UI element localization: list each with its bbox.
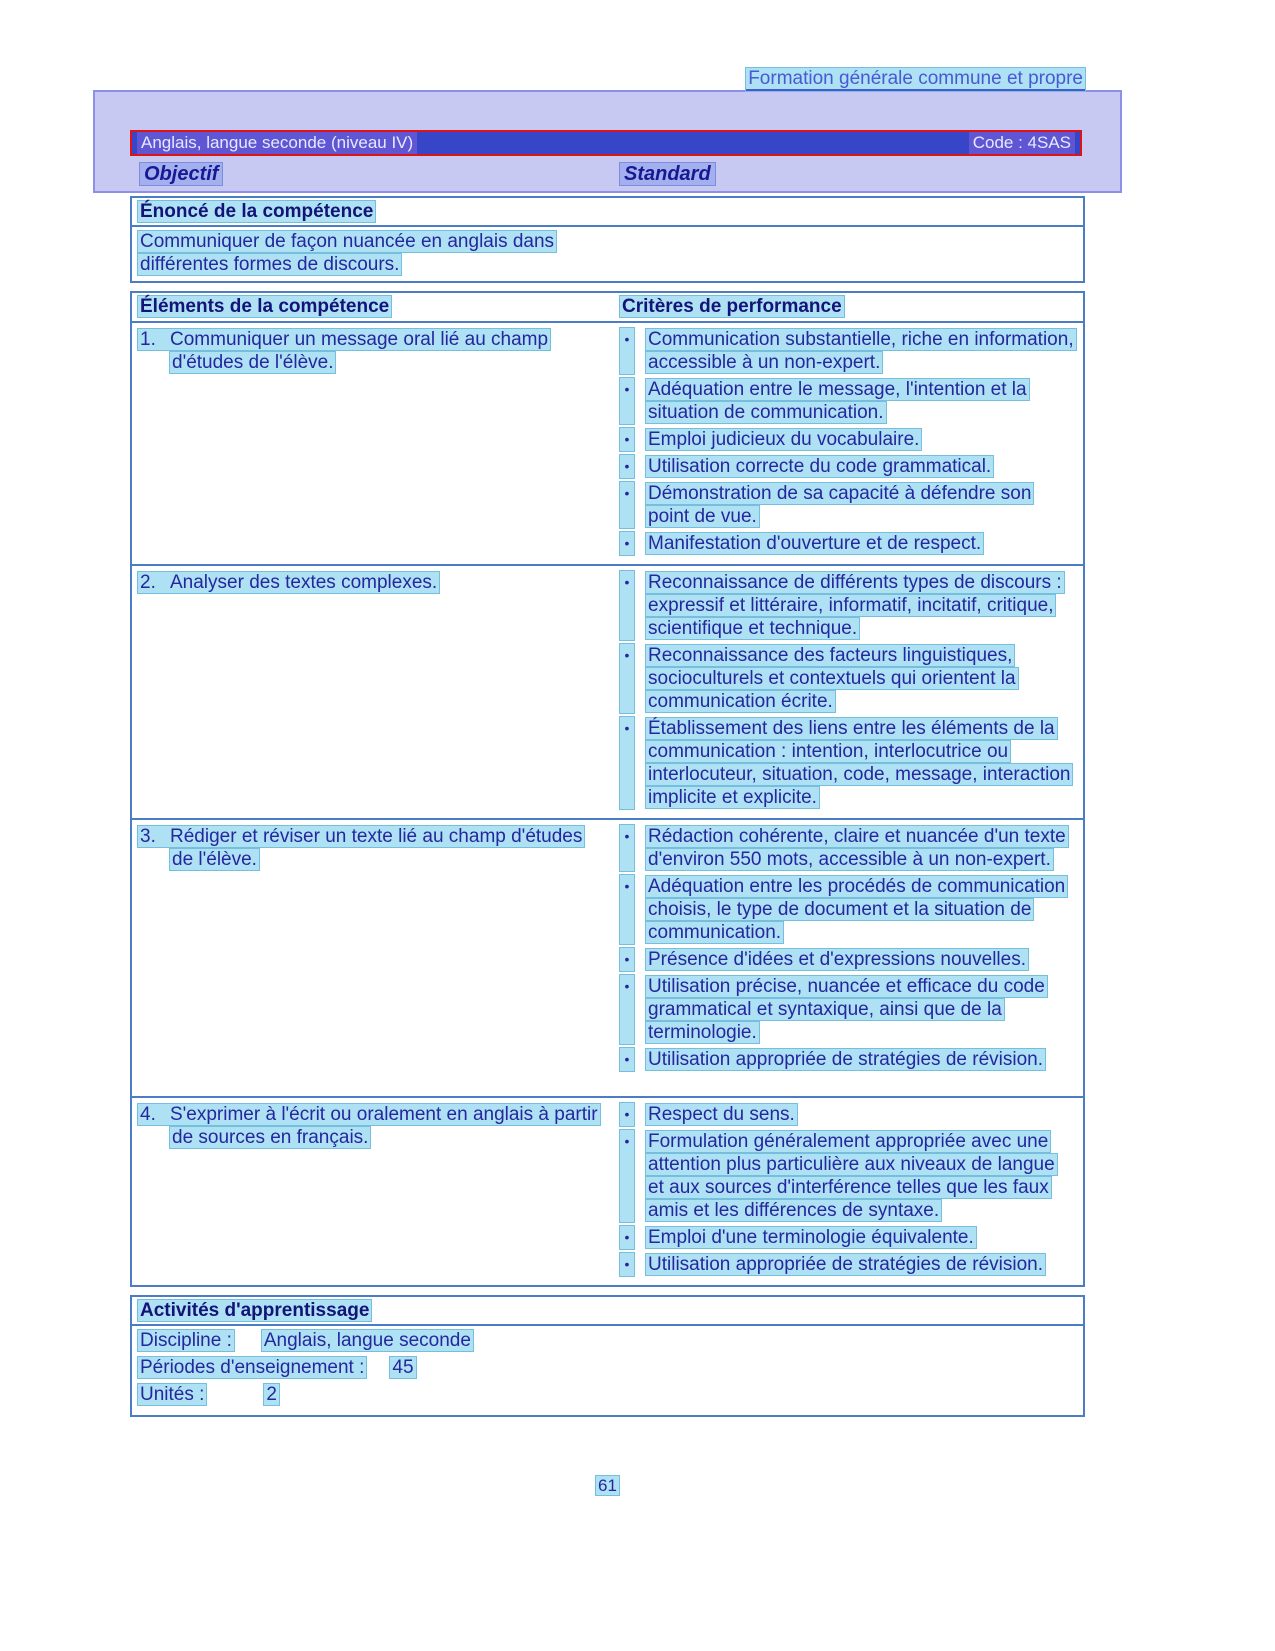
enonce-box <box>130 196 1085 283</box>
bullet-icon: • <box>620 571 634 640</box>
criterion-text: Utilisation correcte du code grammatical. <box>648 456 992 477</box>
bullet-icon: • <box>620 875 634 944</box>
bullet-icon: • <box>620 428 634 451</box>
criterion <box>620 428 1075 451</box>
bullet-icon: • <box>620 1226 634 1249</box>
bullet-icon: • <box>620 328 634 374</box>
course-banner <box>93 90 1122 193</box>
criterion <box>620 482 1075 528</box>
bullet-icon: • <box>620 644 634 713</box>
criterion <box>620 948 1075 971</box>
criteres-header: Critères de performance <box>622 296 842 317</box>
criterion-text: Reconnaissance des facteurs linguistiques, socioculturels et contextuels qui orientent la communication écrite. <box>648 645 1016 712</box>
criterion <box>620 1226 1075 1249</box>
element-cell-1 <box>132 323 614 564</box>
periodes-label: Périodes d'enseignement : <box>140 1357 365 1378</box>
enonce-body <box>132 227 1083 281</box>
bullet-icon: • <box>620 482 634 528</box>
elements-header: Éléments de la compétence <box>140 296 390 317</box>
bullet-icon: • <box>620 378 634 424</box>
criterion <box>620 1130 1075 1222</box>
criteria-cell-4 <box>614 1098 1083 1285</box>
table-row-4 <box>132 1098 1083 1285</box>
criterion-text: Reconnaissance de différents types de discours : expressif et littéraire, informatif, incitatif, critique, scientifique et technique. <box>648 572 1062 639</box>
bullet-icon: • <box>620 1048 634 1071</box>
course-code: Code : 4SAS <box>969 132 1075 154</box>
criterion <box>620 1048 1075 1071</box>
activites-body <box>132 1326 1083 1415</box>
competence-table <box>130 291 1085 1287</box>
element-cell-3 <box>132 820 614 1096</box>
criterion-text: Emploi d'une terminologie équivalente. <box>648 1227 974 1248</box>
criterion <box>620 455 1075 478</box>
page-number: 61 <box>598 1476 617 1495</box>
bullet-icon: • <box>620 532 634 555</box>
element-number: 4. <box>140 1104 156 1125</box>
element-item-3 <box>138 825 604 871</box>
criterion-text: Utilisation précise, nuancée et efficace du code grammatical et syntaxique, ainsi que de la terminologie. <box>648 976 1045 1043</box>
content-column <box>130 196 1085 1425</box>
element-number: 3. <box>140 826 156 847</box>
unites-label: Unités : <box>140 1384 205 1405</box>
criterion-text: Formulation généralement appropriée avec une attention plus particulière aux niveaux de langue et aux sources d'interférence telles que les faux amis et les différences de syntaxe. <box>648 1131 1055 1221</box>
bullet-icon: • <box>620 455 634 478</box>
criterion-text: Adéquation entre les procédés de communication choisis, le type de document et la situation de communication. <box>648 876 1066 943</box>
enonce-text: Communiquer de façon nuancée en anglais dans différentes formes de discours. <box>140 231 555 275</box>
element-text: Communiquer un message oral lié au champ d'études de l'élève. <box>170 329 549 373</box>
criterion <box>620 1253 1075 1276</box>
periodes-value: 45 <box>392 1357 414 1378</box>
criterion <box>620 875 1075 944</box>
bullet-icon: • <box>620 717 634 809</box>
criterion <box>620 717 1075 809</box>
standard-label: Standard <box>620 163 715 186</box>
criterion-text: Présence d'idées et d'expressions nouvelles. <box>648 949 1026 970</box>
criteria-cell-3 <box>614 820 1083 1096</box>
criterion <box>620 975 1075 1044</box>
criterion-text: Communication substantielle, riche en information, accessible à un non-expert. <box>648 329 1074 373</box>
table-row-3 <box>132 820 1083 1098</box>
criterion-text: Rédaction cohérente, claire et nuancée d'un texte d'environ 550 mots, accessible à un non-expert. <box>648 826 1066 870</box>
criterion-text: Emploi judicieux du vocabulaire. <box>648 429 920 450</box>
criterion <box>620 571 1075 640</box>
discipline-line <box>138 1329 1077 1352</box>
criterion <box>620 644 1075 713</box>
criterion-text: Utilisation appropriée de stratégies de révision. <box>648 1049 1043 1070</box>
discipline-value: Anglais, langue seconde <box>263 1330 471 1351</box>
periodes-line <box>138 1356 1077 1379</box>
bullet-icon: • <box>620 1103 634 1126</box>
element-item-1 <box>138 328 604 374</box>
bullet-icon: • <box>620 1253 634 1276</box>
table-header-row <box>132 293 1083 323</box>
element-text: Rédiger et réviser un texte lié au champ d'études de l'élève. <box>170 826 583 870</box>
enonce-heading: Énoncé de la compétence <box>132 198 1083 227</box>
page-header-text: Formation générale commune et propre <box>748 68 1083 89</box>
element-number: 1. <box>140 329 156 350</box>
element-item-4 <box>138 1103 604 1149</box>
element-item-2 <box>138 571 604 594</box>
criteria-cell-1 <box>614 323 1083 564</box>
table-row-2 <box>132 566 1083 820</box>
criterion <box>620 825 1075 871</box>
criterion-text: Établissement des liens entre les éléments de la communication : intention, interlocutrice ou interlocuteur, situation, code, message, interaction implicite et explicite. <box>648 718 1071 808</box>
criterion-text: Utilisation appropriée de stratégies de révision. <box>648 1254 1043 1275</box>
criterion-text: Démonstration de sa capacité à défendre son point de vue. <box>648 483 1032 527</box>
bullet-icon: • <box>620 948 634 971</box>
page-header <box>746 68 1085 90</box>
element-cell-2 <box>132 566 614 818</box>
criterion <box>620 532 1075 555</box>
element-cell-4 <box>132 1098 614 1285</box>
course-title-bar <box>130 130 1082 156</box>
criteria-cell-2 <box>614 566 1083 818</box>
activites-box <box>130 1295 1085 1417</box>
criterion <box>620 378 1075 424</box>
element-text: Analyser des textes complexes. <box>170 572 438 593</box>
bullet-icon: • <box>620 825 634 871</box>
element-text: S'exprimer à l'écrit ou oralement en anglais à partir de sources en français. <box>170 1104 598 1148</box>
criterion <box>620 1103 1075 1126</box>
unites-value: 2 <box>266 1384 277 1405</box>
element-number: 2. <box>140 572 156 593</box>
discipline-label: Discipline : <box>140 1330 232 1351</box>
table-row-1 <box>132 323 1083 566</box>
criterion-text: Respect du sens. <box>648 1104 795 1125</box>
bullet-icon: • <box>620 1130 634 1222</box>
course-title: Anglais, langue seconde (niveau IV) <box>137 132 417 154</box>
activites-heading: Activités d'apprentissage <box>132 1297 1083 1326</box>
unites-line <box>138 1383 1077 1406</box>
objectif-label: Objectif <box>140 163 222 186</box>
criterion-text: Manifestation d'ouverture et de respect. <box>648 533 982 554</box>
bullet-icon: • <box>620 975 634 1044</box>
criterion <box>620 328 1075 374</box>
criterion-text: Adéquation entre le message, l'intention et la situation de communication. <box>648 379 1027 423</box>
